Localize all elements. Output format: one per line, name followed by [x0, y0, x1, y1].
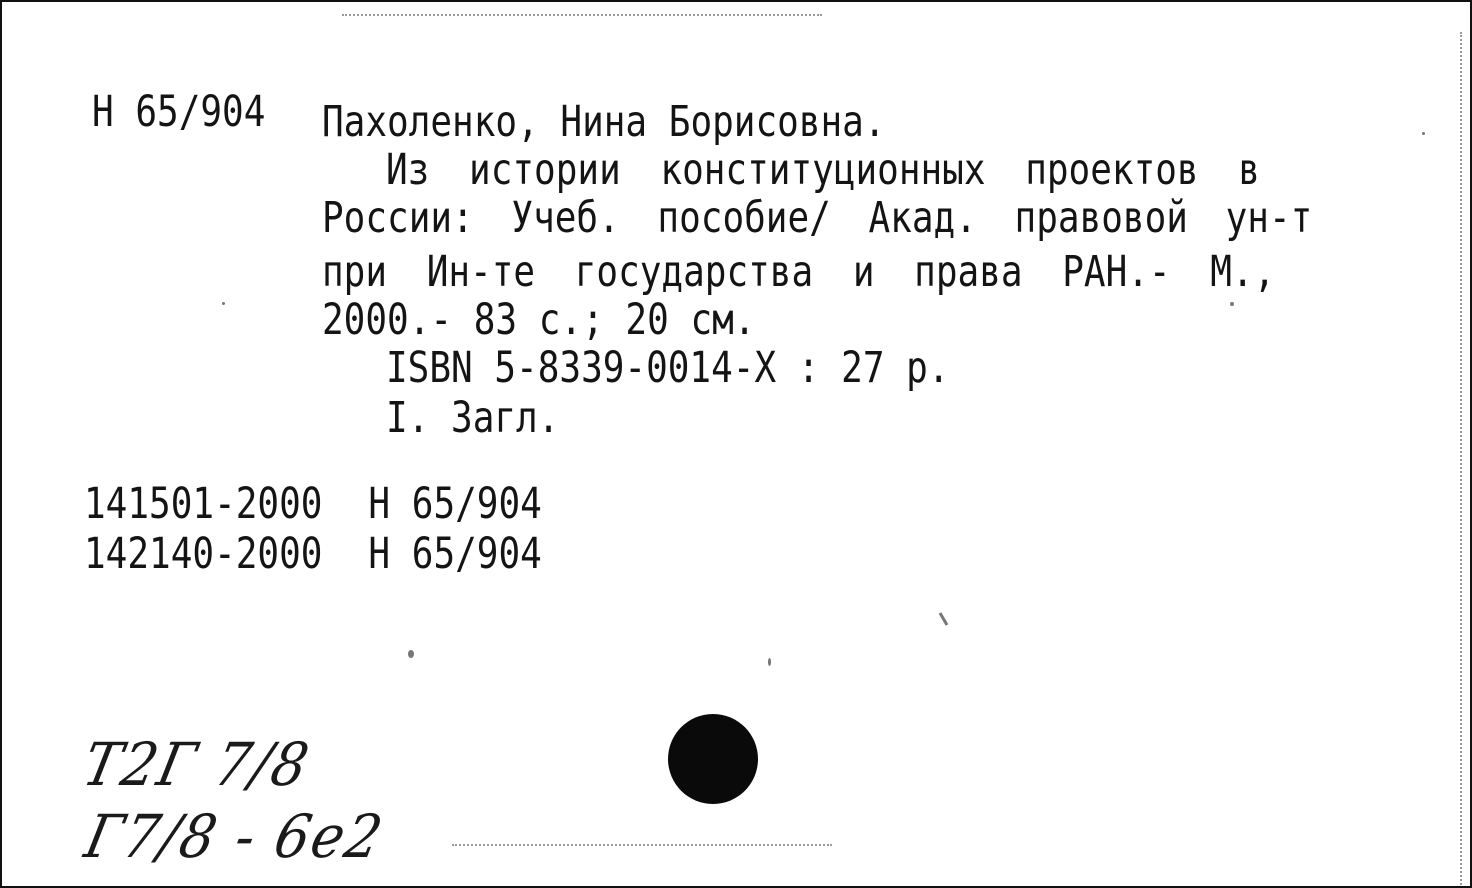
scan-noise-line [1460, 32, 1462, 888]
accession-number: 141501-2000 [84, 480, 323, 529]
punch-hole [668, 714, 758, 804]
title-line-4: 2000.- 83 с.; 20 см. [322, 296, 756, 345]
accession-row [84, 480, 542, 529]
scan-speck [768, 658, 771, 666]
scan-noise-line [342, 14, 822, 16]
accession-shelfmark: Н 65/904 [368, 530, 542, 579]
scan-speck [222, 302, 225, 305]
scan-noise-line [452, 844, 832, 846]
scan-speck [939, 612, 949, 626]
title-line-3: при Ин-те государства и права РАН.- М., [322, 248, 1276, 297]
accession-row [84, 530, 542, 579]
accession-shelfmark: Н 65/904 [368, 480, 542, 529]
title-line-1: Из истории конституционных проектов в [386, 146, 1260, 195]
scan-speck [1422, 132, 1425, 135]
scan-speck [408, 650, 414, 658]
author-heading: Пахоленко, Нина Борисовна. [322, 98, 886, 147]
scan-speck [1230, 302, 1234, 306]
shelfmark: Н 65/904 [92, 88, 266, 137]
accession-number: 142140-2000 [84, 530, 323, 579]
title-line-2: России: Учеб. пособие/ Акад. правовой ун-т [322, 194, 1313, 243]
handwritten-note-2: Г7/8 - 6е2 [79, 802, 390, 872]
added-entries: I. Загл. [386, 394, 560, 443]
handwritten-note-1: Т2Г 7/8 [77, 730, 317, 800]
isbn-price: ISBN 5-8339-0014-X : 27 р. [386, 344, 950, 393]
